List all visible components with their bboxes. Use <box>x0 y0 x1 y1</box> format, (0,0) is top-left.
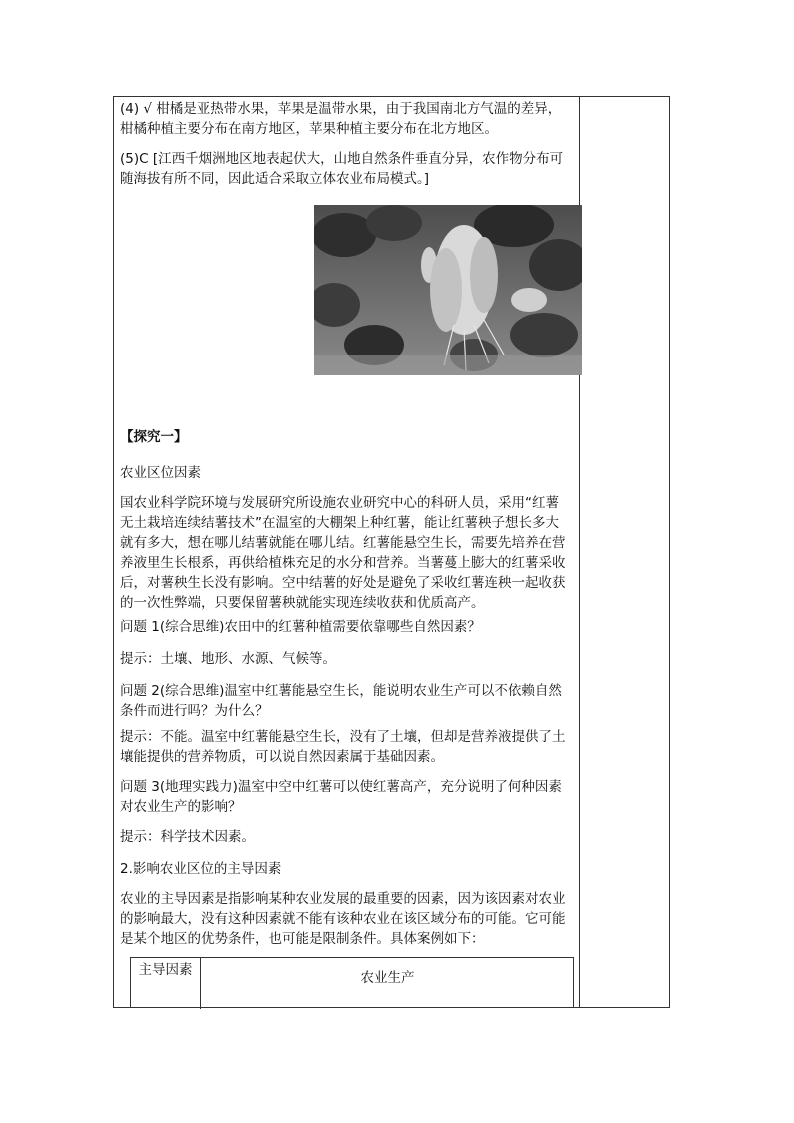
explore-heading: 【探究一】 <box>120 429 188 445</box>
section-2-heading: 2.影响农业区位的主导因素 <box>120 861 282 877</box>
section-2-text: 农业的主导因素是指影响某种农业发展的最重要的因素，因为该因素对农业的影响最大，没有这种因素就不能有该种农业在该区域分布的可能。它可能是某个地区的优势条件，也可能是限制条件。具体案例如下： <box>120 891 566 947</box>
question-3: 问题 3(地理实践力)温室中空中红薯可以使红薯高产，充分说明了何种因素对农业生产的影响？ <box>120 779 562 815</box>
tip-3: 提示：科学技术因素。 <box>120 829 255 845</box>
tip-1: 提示：土壤、地形、水源、气候等。 <box>120 651 336 667</box>
sweet-potato-photo <box>314 205 582 375</box>
table-header-factor: 主导因素 <box>131 958 201 1009</box>
question-1: 问题 1(综合思维)农田中的红薯种植需要依靠哪些自然因素？ <box>120 619 481 635</box>
sweet-potato-image <box>314 205 582 375</box>
answer-4: (4) √ 柑橘是亚热带水果，苹果是温带水果，由于我国南北方气温的差异，柑橘种植主要分布在南方地区，苹果种植主要分布在北方地区。 <box>120 101 562 137</box>
factor-table <box>130 957 574 1008</box>
tip-2: 提示：不能。温室中红薯能悬空生长，没有了土壤，但却是营养液提供了土壤能提供的营养物质，可以说自然因素属于基础因素。 <box>120 729 566 765</box>
answer-5: (5)C [江西千烟洲地区地表起伏大，山地自然条件垂直分异，农作物分布可随海拔有所不同，因此适合采取立体农业布局模式。] <box>120 151 564 187</box>
explore-passage: 国农业科学院环境与发展研究所设施农业研究中心的科研人员，采用“红薯无土栽培连续结薯技术”在温室的大棚架上种红薯，能让红薯秧子想长多大就有多大，想在哪儿结薯就能在哪儿结。红薯能悬空生长，需要先培养在营养液里生长根系，再供给植株充足的水分和营养。当薯蔓上膨大的红薯采收后，对薯秧生长没有影响。空中结薯的好处是避免了采收红薯连秧一起收获的一次性弊端，只要保留薯秧就能实现连续收获和优质高产。 <box>120 495 566 611</box>
table-header-production: 农业生产 <box>360 970 415 986</box>
explore-subheading: 农业区位因素 <box>120 465 201 481</box>
page-frame <box>113 96 670 1008</box>
question-2: 问题 2(综合思维)温室中红薯能悬空生长，能说明农业生产可以不依赖自然条件而进行吗？为什么？ <box>120 683 562 719</box>
